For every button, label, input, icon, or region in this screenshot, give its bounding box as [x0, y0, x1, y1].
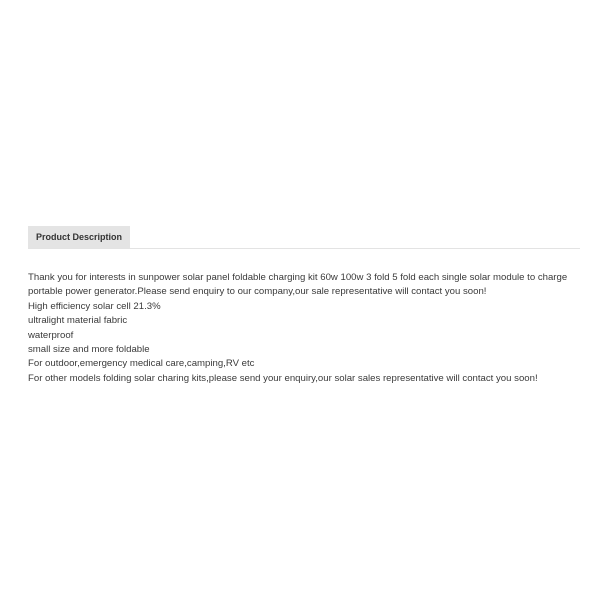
tab-product-description[interactable]: Product Description — [28, 226, 130, 248]
product-description-content — [28, 271, 580, 386]
description-line: waterproof — [28, 329, 74, 341]
description-line: small size and more foldable — [28, 344, 150, 356]
description-line: High efficiency solar cell 21.3% — [28, 300, 161, 312]
description-line: ultralight material fabric — [28, 315, 128, 327]
tab-bar — [28, 226, 580, 249]
description-intro: Thank you for interests in sunpower solar panel foldable charging kit 60w 100w 3 fold 5 fold each single solar module to charge portable power generator.Please send enquiry to our company,our sale representative will contact you soon! — [28, 272, 568, 298]
description-line: For outdoor,emergency medical care,camping,RV etc — [28, 358, 255, 370]
description-line: For other models folding solar charing kits,please send your enquiry,our solar sales representative will contact you soon! — [28, 372, 538, 384]
